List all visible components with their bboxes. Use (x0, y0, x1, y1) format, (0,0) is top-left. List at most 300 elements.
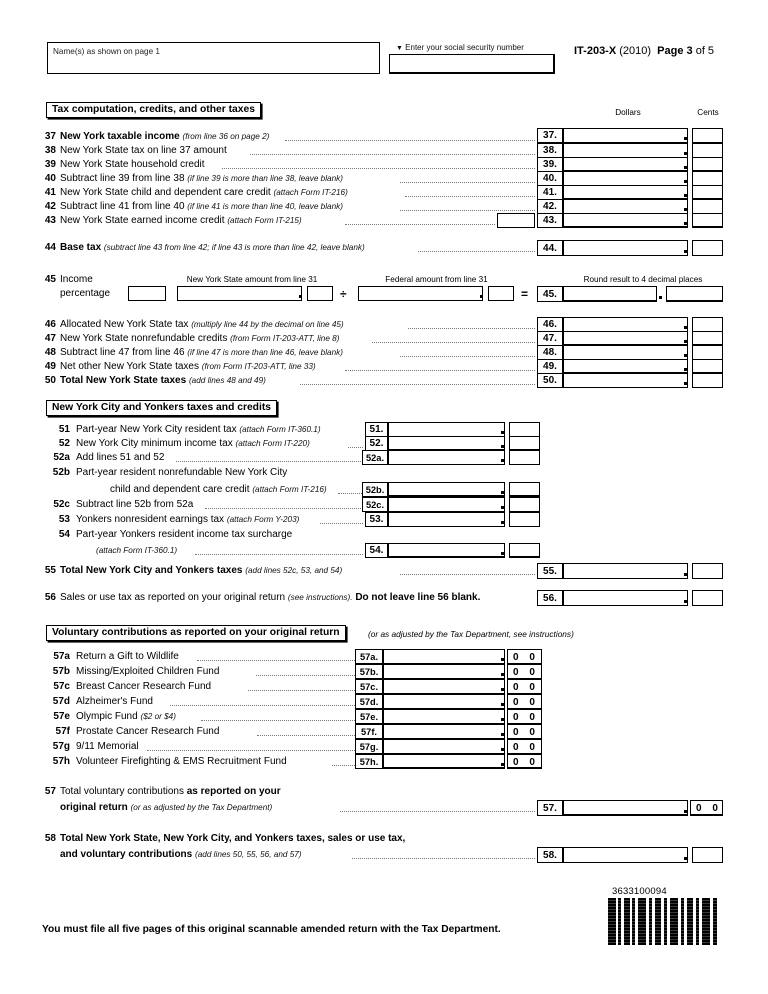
line-47-dollars-input[interactable] (563, 331, 688, 346)
line-44-cents-input[interactable] (692, 240, 723, 256)
page-header (0, 0, 768, 95)
line-52c-label: Subtract line 52b from 52a (76, 499, 194, 510)
line-49-decimal-point (684, 368, 687, 371)
line-38-cents-input[interactable] (692, 143, 723, 158)
line-57-label-line1 (60, 786, 281, 797)
line-57b-decimal-point (501, 673, 504, 676)
line-53-italic: (attach Form Y-203) (226, 515, 300, 524)
line-57a-number: 57a (53, 651, 70, 662)
line-52b-leader (338, 493, 362, 494)
line-45-federal-cents-input[interactable] (488, 286, 514, 301)
line-40-plain: Subtract line 39 from line 38 (60, 173, 185, 184)
line-57f-label: Prostate Cancer Research Fund (76, 726, 220, 737)
line-52a-dollars-input[interactable] (388, 450, 505, 465)
line-43-decimal-point (684, 222, 687, 225)
line-53-number: 53 (58, 514, 70, 525)
line-41-leader (405, 196, 535, 197)
line-42-number-box: 42. (537, 199, 563, 214)
ssn-field[interactable] (389, 54, 555, 74)
line-52c-number-box: 52c. (362, 497, 388, 512)
line-43-italic: (attach Form IT-215) (227, 216, 302, 225)
line-57f-number: 57f (55, 726, 70, 737)
line-57h-dollars-input[interactable] (383, 754, 505, 769)
line-50-number-box: 50. (537, 373, 563, 388)
line-56-dollars-input[interactable] (563, 590, 688, 606)
line-39-dollars-input[interactable] (563, 157, 688, 172)
line-52-number-box: 52. (365, 436, 388, 451)
line-52-leader (348, 447, 363, 448)
line-49-plain: Net other New York State taxes (60, 361, 199, 372)
line-57h-number: 57h (52, 756, 70, 767)
line-57-bold2: original return (60, 802, 128, 813)
line-37-number: 37 (44, 131, 56, 142)
line-51-number-box: 51. (365, 422, 388, 437)
line-58-number-box: 58. (537, 847, 563, 863)
line-42-number: 42 (44, 201, 56, 212)
line-41-number: 41 (44, 187, 56, 198)
line-40-leader (400, 182, 535, 183)
line-53-leader (320, 523, 363, 524)
line-52b-decimal-point (501, 491, 504, 494)
line-45-ny-caption: New York State amount from line 31 (186, 275, 318, 284)
line-57g-label: 9/11 Memorial (76, 741, 139, 752)
line-41-decimal-point (684, 194, 687, 197)
line-48-number: 48 (44, 347, 56, 358)
line-55-cents-input[interactable] (692, 563, 723, 579)
line-52-decimal-point (501, 445, 504, 448)
line-57g-number-box: 57g. (355, 739, 383, 754)
section-banner-nyc-yonkers: New York City and Yonkers taxes and credits (46, 400, 277, 416)
line-57d-leader (170, 705, 355, 706)
line-44-decimal-point (684, 250, 687, 253)
line-56-italic: (see instructions). (287, 593, 353, 602)
column-header-dollars: Dollars (615, 108, 641, 117)
line-56-label (60, 592, 480, 603)
column-header-cents: Cents (697, 108, 719, 117)
line-45-percent-input[interactable] (128, 286, 166, 301)
page-of-text: of 5 (695, 45, 715, 57)
line-57-label-line2 (60, 802, 272, 813)
line-57a-number-box: 57a. (355, 649, 383, 664)
line-43-label (60, 215, 302, 226)
line-45-federal-decimal-point (480, 295, 483, 298)
line-57c-label: Breast Cancer Research Fund (76, 681, 212, 692)
line-38-number-box: 38. (537, 143, 563, 158)
line-57d-cents-text: 0 0 (513, 697, 539, 708)
line-46-cents-input[interactable] (692, 317, 723, 332)
form-id-text: IT-203-X (574, 45, 617, 57)
line-52-italic: (attach Form IT-220) (235, 439, 310, 448)
line-47-italic: (from Form IT-203-ATT, line 8) (230, 334, 340, 343)
line-58-bold1: Total New York State, New York City, and Yonkers taxes, sales or use tax, (60, 833, 406, 844)
line-54-label-line2 (96, 545, 177, 556)
line-45-ny-cents-input[interactable] (307, 286, 333, 301)
line-57-italic2: (or as adjusted by the Tax Department) (130, 803, 273, 812)
line-40-number: 40 (44, 173, 56, 184)
line-47-decimal-point (684, 340, 687, 343)
line-57b-cents-text: 0 0 (513, 667, 539, 678)
line-52c-cents-input[interactable] (509, 497, 540, 512)
line-42-decimal-point (684, 208, 687, 211)
line-52b-label-line2 (110, 484, 327, 495)
line-44-number-box: 44. (537, 240, 563, 256)
line-38-label: New York State tax on line 37 amount (60, 145, 227, 156)
line-57b-leader (256, 675, 355, 676)
line-50-decimal-point (684, 382, 687, 385)
line-48-cents-input[interactable] (692, 345, 723, 360)
line-38-decimal-point (684, 152, 687, 155)
line-52b-number: 52b (52, 467, 70, 478)
line-39-decimal-point (684, 166, 687, 169)
line-40-italic: (if line 39 is more than line 38, leave blank) (187, 174, 343, 183)
line-57f-number-box: 57f. (355, 724, 383, 739)
line-54-leader (195, 554, 363, 555)
line-46-label (60, 319, 344, 330)
line-57c-leader (248, 690, 355, 691)
form-year-text: (2010) (619, 45, 652, 57)
line-57b-number: 57b (52, 666, 70, 677)
line-45-result-decimals-input[interactable] (666, 286, 723, 302)
line-57-leader (340, 811, 535, 812)
line-40-cents-input[interactable] (692, 171, 723, 186)
line-57-bold1: as reported on your (186, 786, 281, 797)
line-41-plain: New York State child and dependent care credit (60, 187, 271, 198)
line-57d-number-box: 57d. (355, 694, 383, 709)
line-44-bold: Base tax (60, 242, 102, 253)
line-37-decimal-point (684, 137, 687, 140)
line-45-label-1: Income (60, 274, 93, 285)
line-49-dollars-input[interactable] (563, 359, 688, 374)
line-45-ny-decimal-point (299, 295, 302, 298)
line-57-dollars-input[interactable] (563, 800, 688, 816)
line-54-number-box: 54. (365, 543, 388, 558)
line-52-plain: New York City minimum income tax (76, 438, 233, 449)
line-44-number: 44 (44, 242, 56, 253)
line-56-cents-input[interactable] (692, 590, 723, 606)
line-52b-number-box: 52b. (362, 482, 388, 497)
line-57e-italic: ($2 or $4) (140, 712, 176, 721)
line-43-plain: New York State earned income credit (60, 215, 225, 226)
line-48-dollars-input[interactable] (563, 345, 688, 360)
line-48-italic: (if line 47 is more than line 46, leave blank) (187, 348, 343, 357)
line-57e-plain: Olympic Fund (76, 711, 138, 722)
line-52b-label-line1: Part-year resident nonrefundable New York City (76, 467, 288, 478)
name-field[interactable] (47, 42, 380, 74)
voluntary-contributions-note: (or as adjusted by the Tax Department, see instructions) (368, 629, 574, 639)
line-58-bold2: and voluntary contributions (60, 849, 193, 860)
divide-icon: ÷ (340, 287, 347, 301)
line-52b-italic2: (attach Form IT-216) (252, 485, 327, 494)
line-49-number: 49 (44, 361, 56, 372)
line-41-cents-input[interactable] (692, 185, 723, 200)
line-42-cents-input[interactable] (692, 199, 723, 214)
line-58-decimal-point (684, 857, 687, 860)
line-50-italic: (add lines 48 and 49) (188, 376, 266, 385)
line-45-number: 45 (44, 274, 56, 285)
line-39-number: 39 (44, 159, 56, 170)
line-43-cents-input[interactable] (692, 213, 723, 228)
line-57b-dollars-input[interactable] (383, 664, 505, 679)
line-57b-number-box: 57b. (355, 664, 383, 679)
line-57c-number-box: 57c. (355, 679, 383, 694)
triangle-down-icon: ▼ (396, 45, 403, 52)
line-57e-decimal-point (501, 718, 504, 721)
line-39-leader (222, 168, 535, 169)
ssn-field-label (396, 43, 524, 52)
line-42-dollars-input[interactable] (563, 199, 688, 214)
line-58-italic2: (add lines 50, 55, 56, and 57) (195, 850, 302, 859)
line-57e-leader (201, 720, 355, 721)
line-57-cents-text: 0 0 (696, 803, 722, 814)
line-57e-cents-text: 0 0 (513, 712, 539, 723)
line-57h-cents-text: 0 0 (513, 757, 539, 768)
line-57d-dollars-input[interactable] (383, 694, 505, 709)
line-46-plain: Allocated New York State tax (60, 319, 189, 330)
line-45-result-decimal-point (659, 296, 662, 299)
line-43-number: 43 (44, 215, 56, 226)
line-47-leader (372, 342, 535, 343)
line-42-label (60, 201, 343, 212)
line-52c-number: 52c (53, 499, 70, 510)
line-52-number: 52 (58, 438, 70, 449)
line-57-number-box: 57. (537, 800, 563, 816)
line-50-number: 50 (44, 375, 56, 386)
line-46-decimal-point (684, 326, 687, 329)
line-57a-dollars-input[interactable] (383, 649, 505, 664)
line-49-number-box: 49. (537, 359, 563, 374)
line-52c-decimal-point (501, 506, 504, 509)
line-54-number: 54 (58, 529, 70, 540)
line-41-dollars-input[interactable] (563, 185, 688, 200)
line-43-leader (345, 224, 495, 225)
line-57f-decimal-point (501, 733, 504, 736)
line-43-dollars-input[interactable] (563, 213, 688, 228)
line-52c-leader (205, 508, 363, 509)
line-52c-dollars-input[interactable] (388, 497, 505, 512)
line-57d-number: 57d (52, 696, 70, 707)
line-52-label (76, 438, 310, 449)
line-45-federal-dollars-input[interactable] (358, 286, 483, 301)
line-57h-number-box: 57h. (355, 754, 383, 769)
line-57g-decimal-point (501, 748, 504, 751)
line-52b-cents-input[interactable] (509, 482, 540, 497)
line-38-number: 38 (44, 145, 56, 156)
line-43-number-box: 43. (537, 213, 563, 228)
line-49-leader (345, 370, 535, 371)
line-57h-decimal-point (501, 763, 504, 766)
line-57e-dollars-input[interactable] (383, 709, 505, 724)
line-44-label (60, 242, 365, 253)
line-56-plain1: Sales or use tax as reported on your original return (60, 592, 286, 603)
line-52a-label: Add lines 51 and 52 (76, 452, 165, 463)
line-40-number-box: 40. (537, 171, 563, 186)
ssn-label-text: Enter your social security number (405, 43, 524, 52)
line-45-federal-caption: Federal amount from line 31 (385, 275, 488, 284)
footer-note: You must file all five pages of this original scannable amended return with the Tax Department. (42, 924, 501, 935)
line-57b-label: Missing/Exploited Children Fund (76, 666, 220, 677)
line-37-cents-input[interactable] (692, 128, 723, 143)
line-55-dollars-input[interactable] (563, 563, 688, 579)
line-52a-cents-input[interactable] (509, 450, 540, 465)
line-57h-label: Volunteer Firefighting & EMS Recruitment Fund (76, 756, 287, 767)
line-57a-cents-text: 0 0 (513, 652, 539, 663)
line-44-dollars-input[interactable] (563, 240, 688, 256)
line-57f-dollars-input[interactable] (383, 724, 505, 739)
line-53-cents-input[interactable] (509, 512, 540, 527)
line-41-label (60, 187, 348, 198)
line-47-cents-input[interactable] (692, 331, 723, 346)
line-45-label-2: percentage (60, 288, 111, 299)
line-47-number: 47 (44, 333, 56, 344)
line-57d-label: Alzheimer's Fund (76, 696, 153, 707)
line-57e-label (76, 711, 176, 722)
line-45-number-box: 45. (537, 286, 563, 302)
line-52b-dollars-input[interactable] (388, 482, 505, 497)
line-50-cents-input[interactable] (692, 373, 723, 388)
line-50-label (60, 375, 266, 386)
line-40-decimal-point (684, 180, 687, 183)
line-40-dollars-input[interactable] (563, 171, 688, 186)
line-50-dollars-input[interactable] (563, 373, 688, 388)
line-52a-leader (176, 461, 363, 462)
line-57a-leader (197, 660, 355, 661)
line-45-result-whole-input[interactable] (563, 286, 657, 302)
name-field-label: Name(s) as shown on page 1 (53, 47, 160, 56)
line-53-label (76, 514, 299, 525)
line-51-decimal-point (501, 431, 504, 434)
line-51-cents-input[interactable] (509, 422, 540, 437)
line-46-leader (408, 328, 535, 329)
line-57d-decimal-point (501, 703, 504, 706)
line-52-dollars-input[interactable] (388, 436, 505, 451)
line-54-decimal-point (501, 552, 504, 555)
line-45-ny-dollars-input[interactable] (177, 286, 302, 301)
equals-icon: = (521, 287, 529, 301)
line-42-italic: (if line 41 is more than line 40, leave blank) (187, 202, 343, 211)
line-54-italic2: (attach Form IT-360.1) (96, 546, 178, 555)
line-54-dollars-input[interactable] (388, 543, 505, 558)
line-37-label (60, 131, 269, 142)
line-56-plain2: Do not leave line 56 blank. (355, 592, 481, 603)
line-47-label (60, 333, 339, 344)
line-55-label (60, 565, 342, 576)
line-37-number-box: 37. (537, 128, 563, 143)
line-46-number-box: 46. (537, 317, 563, 332)
line-48-label (60, 347, 343, 358)
line-37-italic: (from line 36 on page 2) (182, 132, 270, 141)
page-number-text: Page 3 (657, 45, 693, 57)
line-53-decimal-point (501, 521, 504, 524)
barcode-number: 3633100094 (612, 886, 667, 897)
line-41-italic: (attach Form IT-216) (273, 188, 348, 197)
line-42-leader (400, 210, 535, 211)
line-55-italic: (add lines 52c, 53, and 54) (245, 566, 343, 575)
line-57g-number: 57g (52, 741, 70, 752)
line-57c-number: 57c (53, 681, 70, 692)
line-57c-dollars-input[interactable] (383, 679, 505, 694)
line-57h-leader (332, 765, 355, 766)
line-58-label-line2 (60, 849, 302, 860)
line-57f-leader (257, 735, 355, 736)
line-55-decimal-point (684, 573, 687, 576)
line-57g-leader (147, 750, 355, 751)
line-57g-dollars-input[interactable] (383, 739, 505, 754)
line-56-number: 56 (44, 592, 56, 603)
line-57-plain1: Total voluntary contributions (60, 786, 184, 797)
line-47-plain: New York State nonrefundable credits (60, 333, 228, 344)
line-47-number-box: 47. (537, 331, 563, 346)
line-57a-label: Return a Gift to Wildlife (76, 651, 179, 662)
line-55-number-box: 55. (537, 563, 563, 579)
line-58-label-line1 (60, 833, 405, 844)
line-48-number-box: 48. (537, 345, 563, 360)
line-53-number-box: 53. (365, 512, 388, 527)
line-54-cents-input[interactable] (509, 543, 540, 558)
line-49-cents-input[interactable] (692, 359, 723, 374)
line-46-dollars-input[interactable] (563, 317, 688, 332)
line-54-label-line1: Part-year Yonkers resident income tax surcharge (76, 529, 293, 540)
line-39-label: New York State household credit (60, 159, 205, 170)
line-38-dollars-input[interactable] (563, 143, 688, 158)
line-46-number: 46 (44, 319, 56, 330)
line-48-leader (400, 356, 535, 357)
line-39-cents-input[interactable] (692, 157, 723, 172)
line-52a-number-box: 52a. (362, 450, 388, 465)
line-51-dollars-input[interactable] (388, 422, 505, 437)
line-40-label (60, 173, 343, 184)
line-53-plain: Yonkers nonresident earnings tax (76, 514, 225, 525)
line-57a-decimal-point (501, 658, 504, 661)
line-57-decimal-point (684, 810, 687, 813)
line-51-label (76, 424, 321, 435)
line-52a-number: 52a (53, 452, 70, 463)
line-49-italic: (from Form IT-203-ATT, line 33) (201, 362, 316, 371)
section-banner-voluntary-contributions: Voluntary contributions as reported on your original return (46, 625, 346, 641)
line-57c-cents-text: 0 0 (513, 682, 539, 693)
line-57c-decimal-point (501, 688, 504, 691)
line-39-number-box: 39. (537, 157, 563, 172)
line-58-number: 58 (44, 833, 56, 844)
line-44-italic: (subtract line 43 from line 42; if line 43 is more than line 42, leave blank) (103, 243, 365, 252)
line-50-bold: Total New York State taxes (60, 375, 187, 386)
line-50-leader (300, 384, 535, 385)
line-51-italic: (attach Form IT-360.1) (239, 425, 321, 434)
line-48-decimal-point (684, 354, 687, 357)
line-41-number-box: 41. (537, 185, 563, 200)
line-57f-cents-text: 0 0 (513, 727, 539, 738)
line-57e-number-box: 57e. (355, 709, 383, 724)
line-44-leader (418, 251, 535, 252)
line-52a-decimal-point (501, 459, 504, 462)
line-46-italic: (multiply line 44 by the decimal on line 45) (191, 320, 344, 329)
line-58-dollars-input[interactable] (563, 847, 688, 863)
line-37-leader (285, 140, 535, 141)
line-49-label (60, 361, 316, 372)
line-52-cents-input[interactable] (509, 436, 540, 451)
line-45-round-caption: Round result to 4 decimal places (583, 275, 703, 284)
line-58-cents-input[interactable] (692, 847, 723, 863)
line-55-number: 55 (44, 565, 56, 576)
line-56-decimal-point (684, 600, 687, 603)
line-51-plain: Part-year New York City resident tax (76, 424, 237, 435)
form-identifier (574, 45, 714, 57)
line-58-leader (352, 858, 535, 859)
line-37-dollars-input[interactable] (563, 128, 688, 143)
line-55-leader (400, 574, 535, 575)
line-53-dollars-input[interactable] (388, 512, 505, 527)
line-57e-number: 57e (53, 711, 70, 722)
line-43-credit-input[interactable] (497, 213, 535, 228)
